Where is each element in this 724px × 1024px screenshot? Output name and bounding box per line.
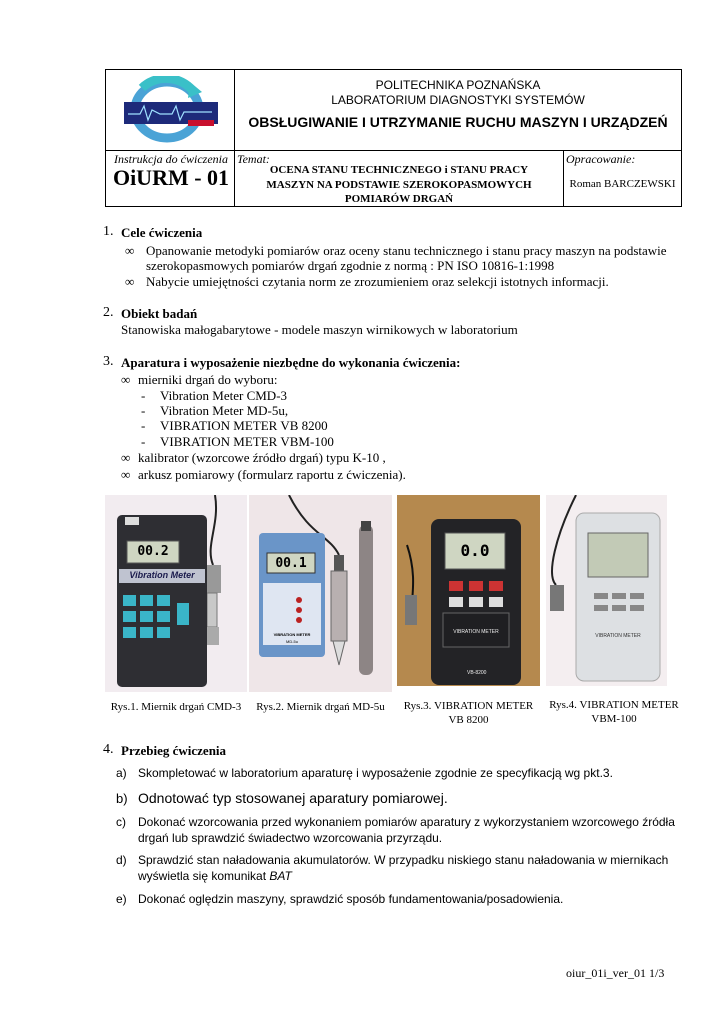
goal-2: Nabycie umiejętności czytania norm ze zrozumieniem oraz selekcji istotnych informacji.: [146, 274, 609, 289]
bat-message: BAT: [269, 869, 292, 883]
vb8200-brand: VIBRATION METER: [453, 629, 499, 635]
exercise-code: OiURM - 01: [112, 165, 230, 190]
topic-line-3: POMIARÓW DRGAŃ: [344, 193, 454, 205]
dash: -: [141, 403, 146, 418]
step-mark: b): [116, 791, 128, 806]
vb8200-display: 0.0: [460, 541, 490, 560]
md5u-brand: VIBRATION METER: [273, 632, 311, 637]
step-mark: d): [116, 853, 127, 867]
dash: -: [141, 388, 146, 403]
meter-item: VIBRATION METER VB 8200: [160, 418, 328, 433]
goal-1-line-1: Opanowanie metodyki pomiarów oraz oceny stanu technicznego i stanu pracy maszyn na podstawie: [146, 243, 667, 258]
step-mark: c): [116, 815, 126, 829]
section-2-title: Obiekt badań: [121, 306, 198, 321]
vb8200-model: VB-8200: [467, 670, 487, 676]
step-c-line-1: Dokonać wzorcowania przed wykonaniem pomiarów aparatury z wykorzystaniem wzorcowego źródła: [138, 815, 675, 829]
topic-label: Temat:: [237, 152, 270, 166]
step-b: Odnotować typ stosowanej aparatury pomiarowej.: [138, 790, 448, 806]
md5u-model: MD-5u: [285, 639, 298, 644]
bullet-icon: ∞: [121, 372, 131, 387]
laboratory-name: LABORATORIUM DIAGNOSTYKI SYSTEMÓW: [331, 93, 585, 107]
object-text: Stanowiska małogabarytowe - modele maszyn wirnikowych w laboratorium: [121, 322, 518, 337]
sheet-item: arkusz pomiarowy (formularz raportu z ćwiczenia).: [138, 467, 406, 482]
step-c-line-2: drgań lub sprawdzić świadectwo wzorcowania przyrządu.: [138, 831, 443, 845]
caption-fig-2: Rys.2. Miernik drgań MD-5u: [256, 701, 385, 713]
section-1-title: Cele ćwiczenia: [121, 225, 203, 240]
caption-fig-3-line-2: VB 8200: [448, 714, 489, 726]
caption-fig-4-line-1: Rys.4. VIBRATION METER: [549, 699, 679, 711]
photo-cmd3: [105, 495, 247, 692]
section-3-title: Aparatura i wyposażenie niezbędne do wykonania ćwiczenia:: [121, 355, 461, 370]
step-a: Skompletować w laboratorium aparaturę i wyposażenie zgodnie ze specyfikacją wg pkt.3.: [138, 766, 613, 780]
institution-name: POLITECHNIKA POZNAŃSKA: [375, 78, 541, 92]
caption-fig-1: Rys.1. Miernik drgań CMD-3: [110, 701, 242, 713]
section-4-title: Przebieg ćwiczenia: [121, 743, 227, 758]
topic-line-2: MASZYN NA PODSTAWIE SZEROKOPASMOWYCH: [266, 179, 532, 191]
caption-fig-3-line-1: Rys.3. VIBRATION METER: [403, 700, 534, 712]
calibrator-item: kalibrator (wzorcowe źródło drgań) typu K-10 ,: [138, 450, 386, 465]
step-e: Dokonać oględzin maszyny, sprawdzić sposób fundamentowania/posadowienia.: [138, 892, 564, 906]
photo-md5u: [249, 495, 392, 692]
course-title: OBSŁUGIWANIE I UTRZYMANIE RUCHU MASZYN I URZĄDZEŃ: [248, 114, 668, 130]
bullet-icon: ∞: [125, 274, 135, 289]
section-4-number: 4.: [103, 742, 114, 757]
meters-intro: mierniki drgań do wyboru:: [138, 372, 278, 387]
instruction-label: Instrukcja do ćwiczenia: [114, 152, 228, 166]
photo-vb8200: [397, 495, 540, 686]
lab-logo: [122, 76, 220, 144]
step-d-line-1: Sprawdzić stan naładowania akumulatorów. W przypadku niskiego stanu naładowania w miernikach: [138, 853, 669, 867]
meter-item: Vibration Meter CMD-3: [160, 388, 288, 403]
dash: -: [141, 418, 146, 433]
bullet-icon: ∞: [125, 243, 135, 258]
photo-vbm100: [546, 495, 667, 686]
meter-item: VIBRATION METER VBM-100: [160, 434, 334, 449]
bullet-icon: ∞: [121, 467, 131, 482]
section-2-number: 2.: [103, 305, 114, 320]
page-footer: oiur_01i_ver_01 1/3: [566, 966, 665, 980]
topic-line-1: OCENA STANU TECHNICZNEGO i STANU PRACY: [269, 164, 529, 176]
vbm100-brand: VIBRATION METER: [595, 633, 641, 639]
dash: -: [141, 434, 146, 449]
step-d-line-2: wyświetla się komunikat: [138, 869, 270, 883]
author-label: Opracowanie:: [566, 152, 636, 166]
section-3-number: 3.: [103, 354, 114, 369]
caption-fig-4-line-2: VBM-100: [591, 713, 637, 725]
cmd3-display: 00.2: [137, 544, 169, 559]
cmd3-brand: Vibration Meter: [129, 570, 195, 580]
goal-1-line-2: szerokopasmowych pomiarów drgań zgodnie z normą : PN ISO 10816-1:1998: [146, 258, 555, 273]
header-table: [105, 69, 682, 207]
md5u-display: 00.1: [275, 556, 307, 571]
section-1-number: 1.: [103, 224, 114, 239]
author-name: Roman BARCZEWSKI: [569, 178, 676, 190]
meter-item: Vibration Meter MD-5u,: [160, 403, 289, 418]
step-mark: a): [116, 766, 127, 780]
bullet-icon: ∞: [121, 450, 131, 465]
step-mark: e): [116, 892, 127, 906]
